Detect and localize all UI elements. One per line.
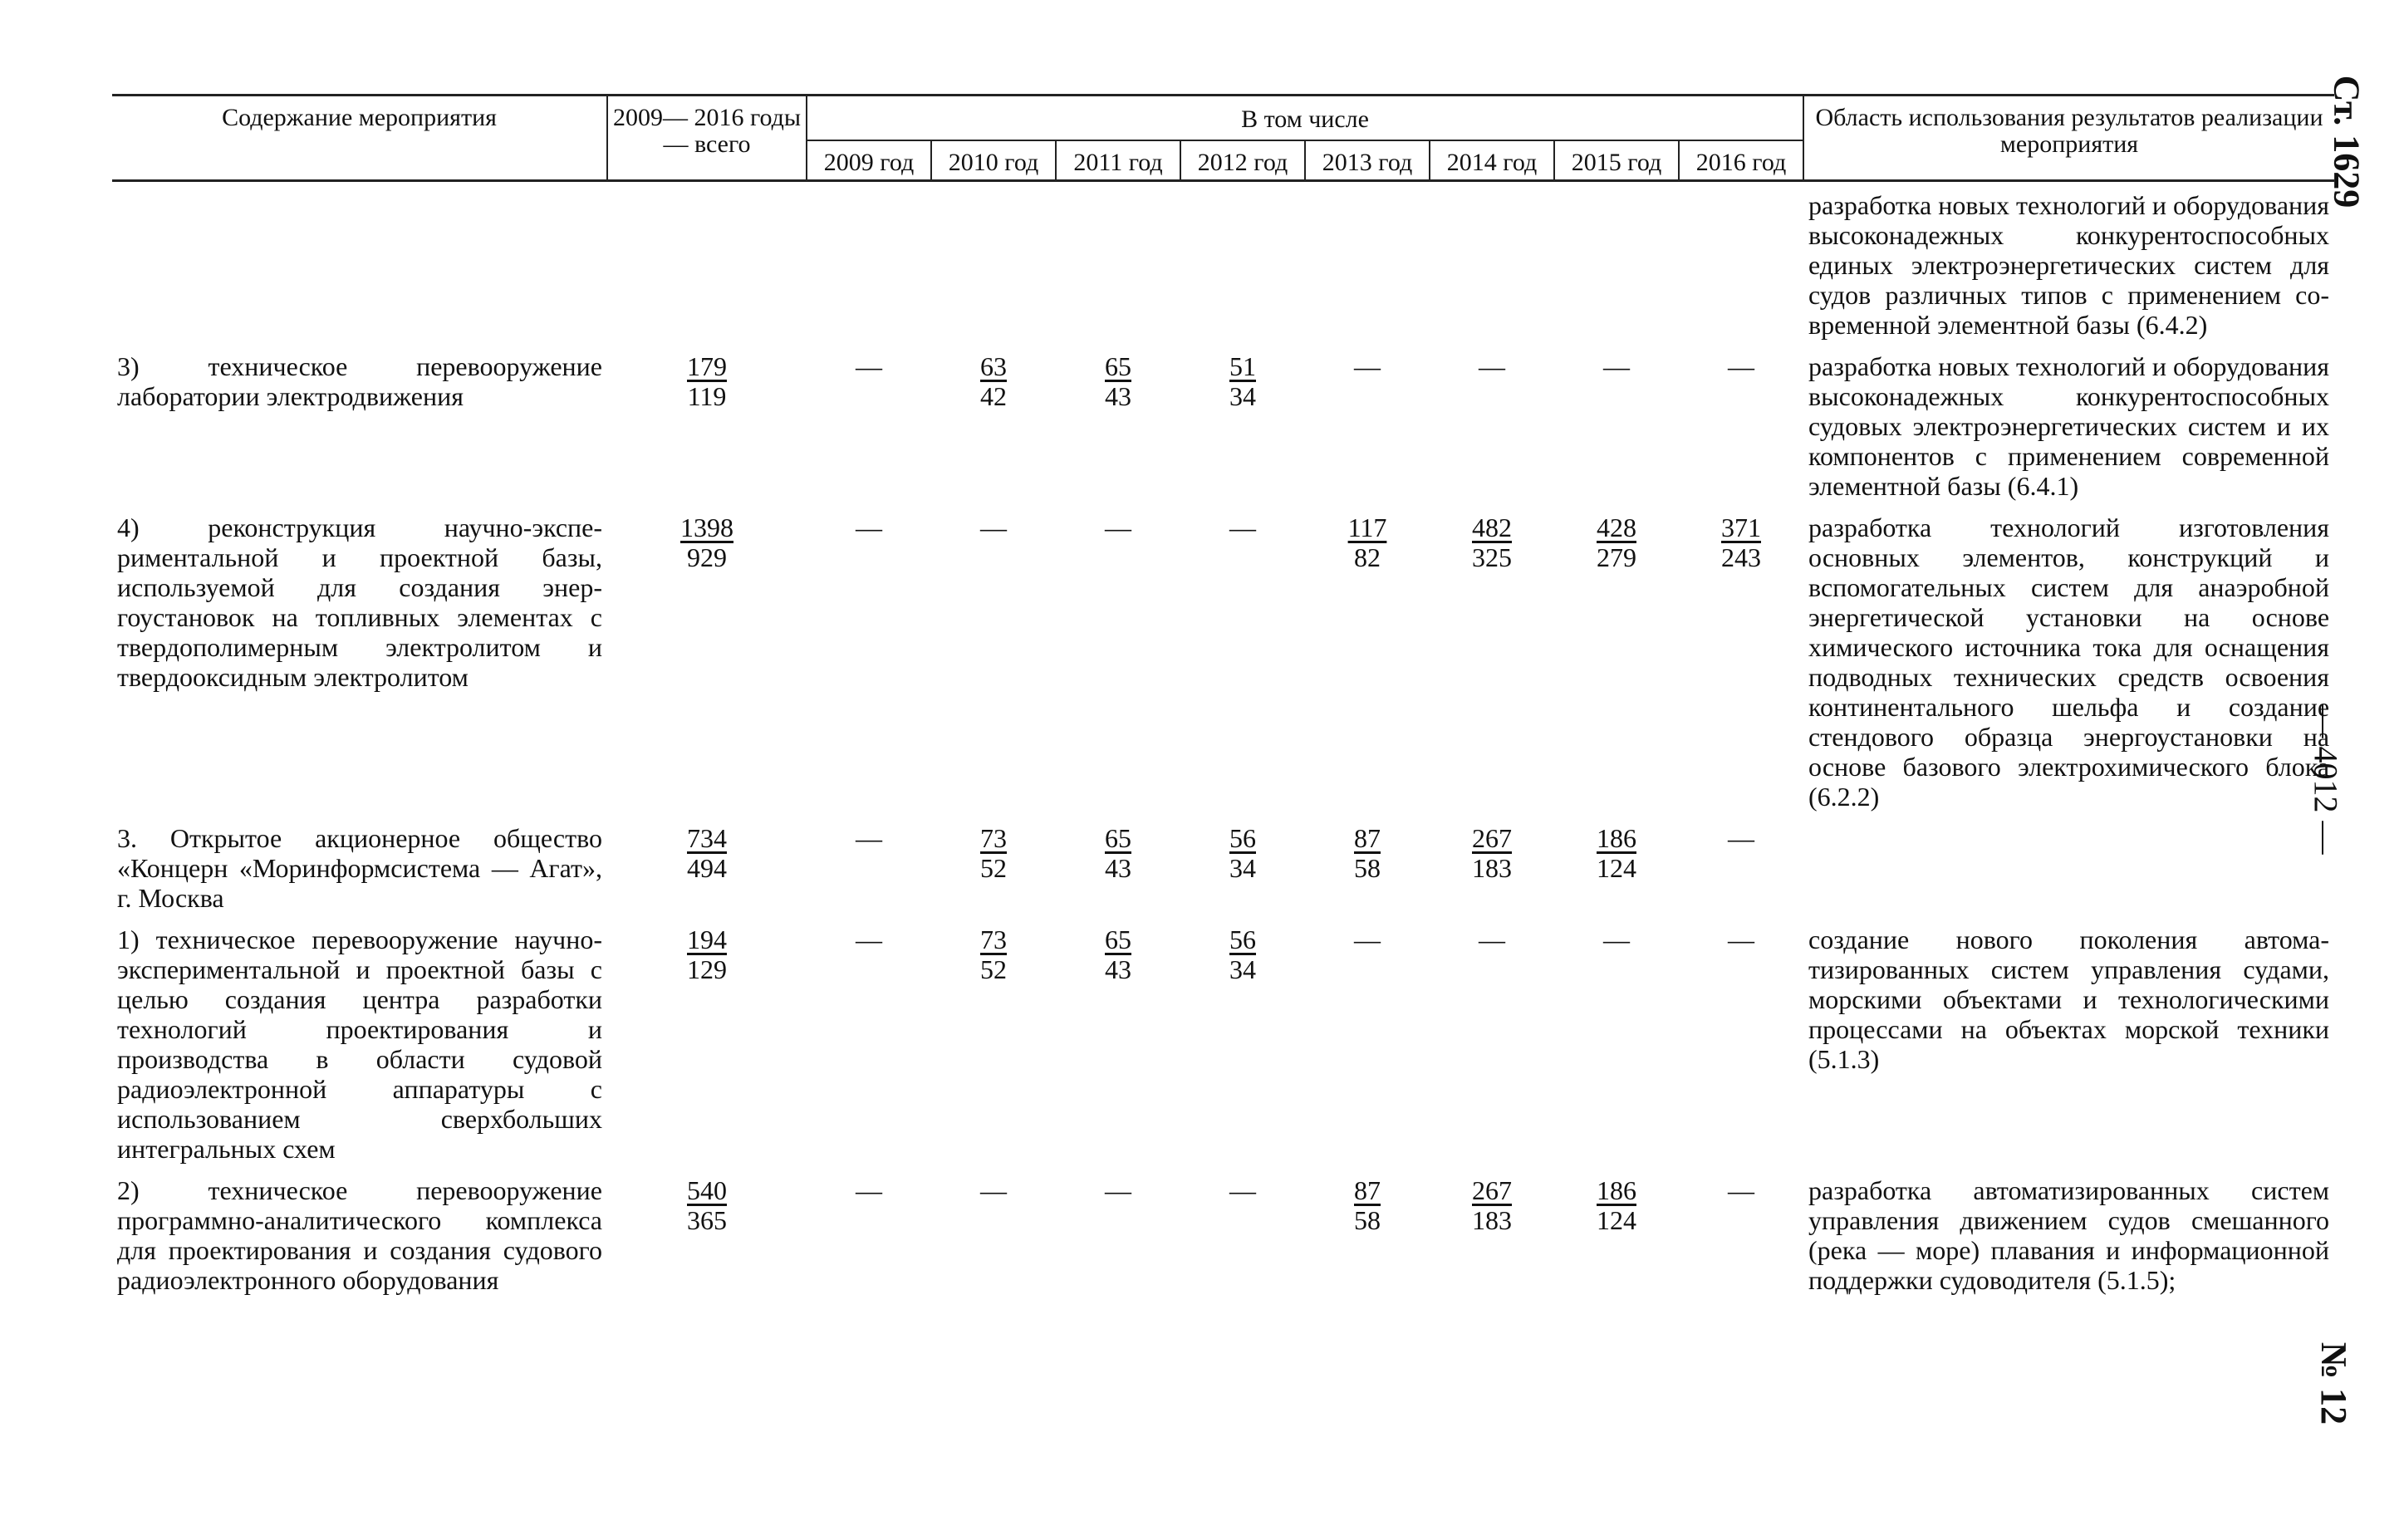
value-federal: 183 (1472, 1205, 1512, 1235)
year-cell (1430, 913, 1554, 1164)
dash-value: — (1105, 513, 1131, 542)
year-cell (1430, 340, 1554, 501)
value-federal: 43 (1105, 381, 1131, 411)
value-total: 63 (980, 351, 1007, 381)
year-cell (1679, 501, 1803, 812)
result-area: создание нового поколения автоматизированных систем управления судами, морскими объектами и технологическими процессами на объектах морской техники (5.1.3) (1808, 924, 2330, 1074)
year-cell (1056, 1164, 1180, 1295)
value-federal: 183 (1472, 853, 1512, 883)
year-cell (1180, 1164, 1305, 1295)
year-cell (807, 913, 931, 1164)
year-cell (1430, 812, 1554, 913)
year-cell (1305, 812, 1430, 913)
header-year: 2016 год (1679, 140, 1803, 181)
value-federal: 58 (1354, 853, 1381, 883)
year-fraction (1105, 351, 1131, 411)
year-cell (1554, 181, 1679, 341)
value-total: 56 (1229, 924, 1256, 954)
year-cell (1305, 1164, 1430, 1295)
year-cell (1554, 340, 1679, 501)
total-cell (607, 1164, 807, 1295)
result-area (1803, 812, 2334, 913)
total-fraction (687, 1175, 727, 1235)
value-federal: 929 (687, 542, 727, 572)
year-cell (807, 812, 931, 913)
page-number-label: — 4012 — (2307, 704, 2345, 855)
year-cell (1305, 913, 1430, 1164)
value-federal: 34 (1229, 853, 1256, 883)
year-cell (931, 1164, 1056, 1295)
dash-value: — (856, 823, 882, 853)
total-cell (607, 913, 807, 1164)
total-fraction (687, 351, 727, 411)
value-federal: 34 (1229, 381, 1256, 411)
header-including: В том числе (807, 96, 1803, 141)
dash-value: — (980, 1175, 1007, 1205)
result-area: разработка новых технологий и оборудования высоконадежных конкурентоспособных судовых электроэнергетических систем и их компонентов с применением современной элементной базы (6.4.1) (1808, 351, 2330, 501)
total-cell (607, 181, 807, 341)
dash-value: — (1479, 351, 1505, 381)
year-cell (931, 340, 1056, 501)
dash-value: — (856, 513, 882, 542)
year-fraction (1354, 1175, 1381, 1235)
value-federal: 52 (980, 954, 1007, 984)
year-fraction (1105, 924, 1131, 984)
year-fraction (1354, 823, 1381, 883)
year-cell (1056, 812, 1180, 913)
header-year: 2013 год (1305, 140, 1430, 181)
dash-value: — (1354, 351, 1381, 381)
value-federal: 43 (1105, 853, 1131, 883)
dash-value: — (1603, 924, 1630, 954)
header-year: 2011 год (1056, 140, 1180, 181)
value-total: 51 (1229, 351, 1256, 381)
activity-description: 4) реконструкция научно-экспериментальной и проектной базы, используемой для создания энергоустановок на топливных элементах с твердополимерным электролитом и твердооксидным электролитом (117, 513, 602, 692)
dash-value: — (856, 1175, 882, 1205)
value-federal: 42 (980, 381, 1007, 411)
activity-description: 1) техническое перевооружение научно-экспериментальной и проектной базы с целью создания центра разработки технологий проектирования и производства в области судовой радиоэлектронной аппаратуры с использованием сверхбольших интегральных схем (117, 924, 602, 1164)
value-total: 65 (1105, 924, 1131, 954)
year-fraction (1229, 924, 1256, 984)
year-cell (1554, 812, 1679, 913)
header-year: 2014 год (1430, 140, 1554, 181)
value-federal: 58 (1354, 1205, 1381, 1235)
value-total: 186 (1597, 823, 1636, 853)
value-total: 56 (1229, 823, 1256, 853)
value-total: 87 (1354, 823, 1381, 853)
value-total: 73 (980, 823, 1007, 853)
value-federal: 119 (687, 381, 727, 411)
value-federal: 124 (1597, 1205, 1636, 1235)
value-total: 428 (1597, 513, 1636, 542)
year-cell (1554, 1164, 1679, 1295)
value-total: 1398 (680, 513, 733, 542)
total-fraction (687, 823, 727, 883)
value-total: 186 (1597, 1175, 1636, 1205)
value-federal: 43 (1105, 954, 1131, 984)
dash-value: — (1479, 924, 1505, 954)
value-federal: 82 (1354, 542, 1381, 572)
year-cell (1430, 181, 1554, 341)
value-total: 65 (1105, 351, 1131, 381)
year-cell (807, 340, 931, 501)
dash-value: — (1603, 351, 1630, 381)
activity-description (112, 181, 607, 341)
value-total: 117 (1347, 513, 1387, 542)
year-cell (931, 501, 1056, 812)
dash-value: — (1229, 1175, 1256, 1205)
issue-number-label: № 12 (2313, 1341, 2355, 1425)
value-total: 65 (1105, 823, 1131, 853)
table-row (112, 1164, 2334, 1295)
value-federal: 124 (1597, 853, 1636, 883)
year-cell (1679, 181, 1803, 341)
total-cell (607, 501, 807, 812)
year-fraction (1472, 513, 1512, 572)
year-cell (1305, 501, 1430, 812)
year-cell (931, 812, 1056, 913)
year-fraction (980, 823, 1007, 883)
value-federal: 325 (1472, 542, 1512, 572)
year-cell (807, 1164, 931, 1295)
header-year: 2009 год (807, 140, 931, 181)
year-cell (1679, 812, 1803, 913)
dash-value: — (1229, 513, 1256, 542)
year-cell (1180, 340, 1305, 501)
year-fraction (980, 924, 1007, 984)
table-body (112, 181, 2334, 1296)
year-fraction (1472, 823, 1512, 883)
year-cell (1554, 501, 1679, 812)
year-cell (931, 913, 1056, 1164)
year-cell (931, 181, 1056, 341)
year-cell (1180, 913, 1305, 1164)
value-federal: 52 (980, 853, 1007, 883)
header-year: 2010 год (931, 140, 1056, 181)
value-total: 540 (687, 1175, 727, 1205)
total-fraction (687, 924, 727, 984)
activity-description: 2) техническое перевооружение программно-аналитического комплекса для проектирования и создания судового радиоэлектронного оборудования (117, 1175, 602, 1295)
activity-description: 3) техническое перевооружение лаборатории электродвижения (117, 351, 602, 411)
dash-value: — (1354, 924, 1381, 954)
year-cell (1180, 181, 1305, 341)
year-cell (1554, 913, 1679, 1164)
value-federal: 243 (1721, 542, 1761, 572)
header-year: 2012 год (1180, 140, 1305, 181)
year-cell (1430, 501, 1554, 812)
dash-value: — (980, 513, 1007, 542)
year-fraction (1597, 1175, 1636, 1235)
year-cell (1305, 181, 1430, 341)
value-federal: 494 (687, 853, 727, 883)
year-fraction (1472, 1175, 1512, 1235)
value-total: 194 (687, 924, 727, 954)
year-cell (1679, 340, 1803, 501)
value-total: 179 (687, 351, 727, 381)
value-federal: 129 (687, 954, 727, 984)
page-ref-label: Ст. 1629 (2326, 75, 2367, 208)
year-cell (807, 501, 931, 812)
activity-description: 3. Открытое акционерное общество «Концерн «Моринформсистема — Агат», г. Москва (117, 823, 602, 913)
total-fraction (680, 513, 733, 572)
value-total: 87 (1354, 1175, 1381, 1205)
year-fraction (980, 351, 1007, 411)
year-cell (1305, 340, 1430, 501)
table-header (112, 96, 2334, 181)
table-row (112, 501, 2334, 812)
dash-value: — (1728, 351, 1754, 381)
year-fraction (1229, 823, 1256, 883)
year-cell (807, 181, 931, 341)
value-total: 371 (1721, 513, 1761, 542)
dash-value: — (856, 351, 882, 381)
value-federal: 34 (1229, 954, 1256, 984)
result-area: разработка автоматизированных систем управления движением судов смешанного (река — море) плавания и информационной поддержки судоводителя (5.1.5); (1808, 1175, 2330, 1295)
dash-value: — (1105, 1175, 1131, 1205)
table-row (112, 913, 2334, 1164)
year-cell (1056, 913, 1180, 1164)
year-fraction (1721, 513, 1761, 572)
dash-value: — (1728, 823, 1754, 853)
value-total: 73 (980, 924, 1007, 954)
result-area: разработка технологий изготовления основных элементов, конструкций и вспомогательных систем для анаэробной энергетической установки на основе химического источника тока для оснащения подводных технических средств освоения континентального шельфа и создание стендового образца энергоустановки на основе базового электрохимического блока (6.2.2) (1808, 513, 2330, 812)
activities-table (112, 94, 2334, 1295)
value-federal: 365 (687, 1205, 727, 1235)
dash-value: — (1728, 924, 1754, 954)
year-cell (1180, 812, 1305, 913)
result-area: разработка новых технологий и оборудования высоконадежных конкурентоспособных единых электроэнергетических систем для судов различных типов с применением современной элементной базы (6.4.2) (1808, 190, 2330, 340)
year-cell (1430, 1164, 1554, 1295)
table-row (112, 181, 2334, 341)
year-fraction (1348, 513, 1387, 572)
total-cell (607, 340, 807, 501)
header-content: Содержание мероприятия (112, 96, 607, 181)
year-fraction (1229, 351, 1256, 411)
total-cell (607, 812, 807, 913)
year-fraction (1597, 823, 1636, 883)
value-total: 734 (687, 823, 727, 853)
year-cell (1056, 501, 1180, 812)
dash-value: — (856, 924, 882, 954)
value-total: 267 (1472, 823, 1512, 853)
year-cell (1056, 181, 1180, 341)
table-row (112, 340, 2334, 501)
table-row (112, 812, 2334, 913)
header-area: Область использования результатов реализации мероприятия (1803, 96, 2334, 181)
year-cell (1056, 340, 1180, 501)
dash-value: — (1728, 1175, 1754, 1205)
header-total: 2009— 2016 годы — всего (607, 96, 807, 181)
year-cell (1679, 1164, 1803, 1295)
year-fraction (1105, 823, 1131, 883)
value-total: 482 (1472, 513, 1512, 542)
value-total: 267 (1472, 1175, 1512, 1205)
year-fraction (1597, 513, 1636, 572)
year-cell (1679, 913, 1803, 1164)
value-federal: 279 (1597, 542, 1636, 572)
header-year: 2015 год (1554, 140, 1679, 181)
year-cell (1180, 501, 1305, 812)
